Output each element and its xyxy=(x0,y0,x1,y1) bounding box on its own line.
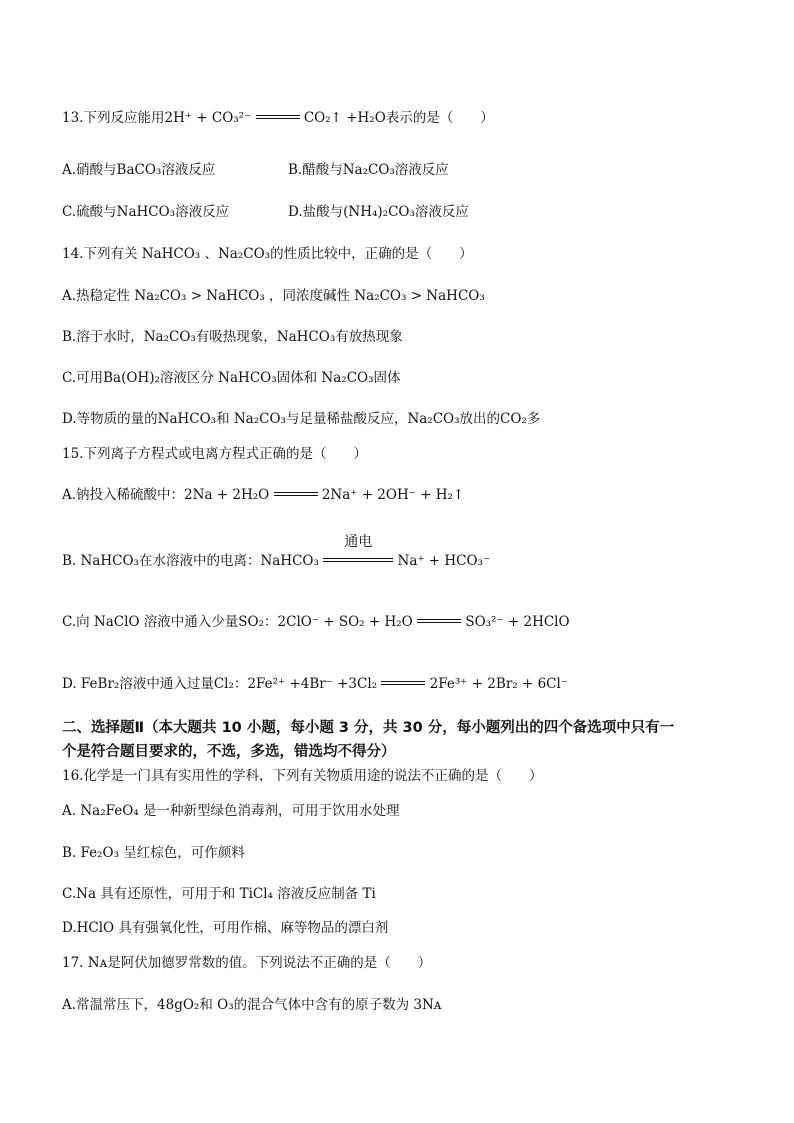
q13-option-a: A.硝酸与BaCO₃溶液反应 xyxy=(62,162,216,178)
q15-d-left: 2Fe²⁺ +4Br⁻ +3Cl₂ xyxy=(247,676,378,692)
q13-equation-left: 2H⁺ + CO₃²⁻ xyxy=(164,110,252,126)
q13-stem-suffix: 表示的是（ ） xyxy=(385,110,494,126)
q15-d-prefix: D. FeBr₂溶液中通入过量Cl₂： xyxy=(62,676,248,692)
q16-option-d: D.HClO 具有强氧化性，可用作棉、麻等物品的漂白剂 xyxy=(62,920,389,936)
q16-option-a: A. Na₂FeO₄ 是一种新型绿色消毒剂，可用于饮用水处理 xyxy=(62,803,400,819)
q13-option-d: D.盐酸与(NH₄)₂CO₃溶液反应 xyxy=(288,204,469,220)
q17-option-a: A.常温常压下，48gO₂和 O₃的混合气体中含有的原子数为 3Nᴀ xyxy=(62,997,442,1013)
q13-stem-prefix: 13.下列反应能用 xyxy=(62,110,165,126)
equals-sign xyxy=(274,492,318,496)
q14-option-d: D.等物质的量的NaHCO₃和 Na₂CO₃与足量稀盐酸反应，Na₂CO₃放出的CO₂多 xyxy=(62,411,541,427)
q15-c-right: SO₃²⁻ + 2HClO xyxy=(465,614,570,630)
q13-stem xyxy=(62,108,494,128)
q15-b-prefix: B. NaHCO₃在水溶液中的电离： xyxy=(62,553,261,569)
q17-stem: 17. Nᴀ是阿伏加德罗常数的值。下列说法不正确的是（ ） xyxy=(62,955,432,971)
q15-option-b xyxy=(62,533,491,571)
section-heading-line-2: 个是符合题目要求的，不选，多选，错选均不得分） xyxy=(62,744,396,760)
q15-option-c xyxy=(62,612,570,632)
q14-option-b: B.溶于水时，Na₂CO₃有吸热现象，NaHCO₃有放热现象 xyxy=(62,329,403,345)
q15-a-prefix: A.钠投入稀硫酸中： xyxy=(62,487,185,503)
q15-stem: 15.下列离子方程式或电离方程式正确的是（ ） xyxy=(62,446,367,462)
q14-option-a: A.热稳定性 Na₂CO₃ > NaHCO₃ ，同浓度碱性 Na₂CO₃ > NaHCO₃ xyxy=(62,288,485,304)
q15-option-d xyxy=(62,674,568,694)
q13-equation-right: CO₂↑ +H₂O xyxy=(303,110,386,126)
electrolysis-equals-sign xyxy=(323,533,393,562)
q16-option-c: C.Na 具有还原性，可用于和 TiCl₄ 溶液反应制备 Ti xyxy=(62,886,376,902)
q15-a-left: 2Na + 2H₂O xyxy=(184,487,270,503)
q15-option-a xyxy=(62,485,464,505)
q15-d-right: 2Fe³⁺ + 2Br₂ + 6Cl⁻ xyxy=(429,676,568,692)
q16-stem: 16.化学是一门具有实用性的学科，下列有关物质用途的说法不正确的是（ ） xyxy=(62,768,543,784)
q15-a-right: 2Na⁺ + 2OH⁻ + H₂↑ xyxy=(321,487,465,503)
q14-stem: 14.下列有关 NaHCO₃ 、Na₂CO₃的性质比较中，正确的是（ ） xyxy=(62,246,473,262)
q14-option-c: C.可用Ba(OH)₂溶液区分 NaHCO₃固体和 Na₂CO₃固体 xyxy=(62,370,401,386)
q15-b-right: Na⁺ + HCO₃⁻ xyxy=(397,553,491,569)
q13-option-c: C.硫酸与NaHCO₃溶液反应 xyxy=(62,204,230,220)
equals-sign xyxy=(381,681,425,685)
q15-c-prefix: C.向 NaClO 溶液中通入少量SO₂： xyxy=(62,614,278,630)
q15-c-left: 2ClO⁻ + SO₂ + H₂O xyxy=(277,614,413,630)
reaction-condition: 通电 xyxy=(344,533,373,550)
equals-sign xyxy=(256,115,300,119)
q13-option-b: B.醋酸与Na₂CO₃溶液反应 xyxy=(288,162,449,178)
q15-b-left: NaHCO₃ xyxy=(260,553,319,569)
equals-sign xyxy=(417,619,461,623)
section-heading-line-1: 二、选择题Ⅱ（本大题共 10 小题，每小题 3 分，共 30 分，每小题列出的四个备选项中只有一 xyxy=(62,720,675,736)
q16-option-b: B. Fe₂O₃ 呈红棕色，可作颜料 xyxy=(62,845,245,861)
